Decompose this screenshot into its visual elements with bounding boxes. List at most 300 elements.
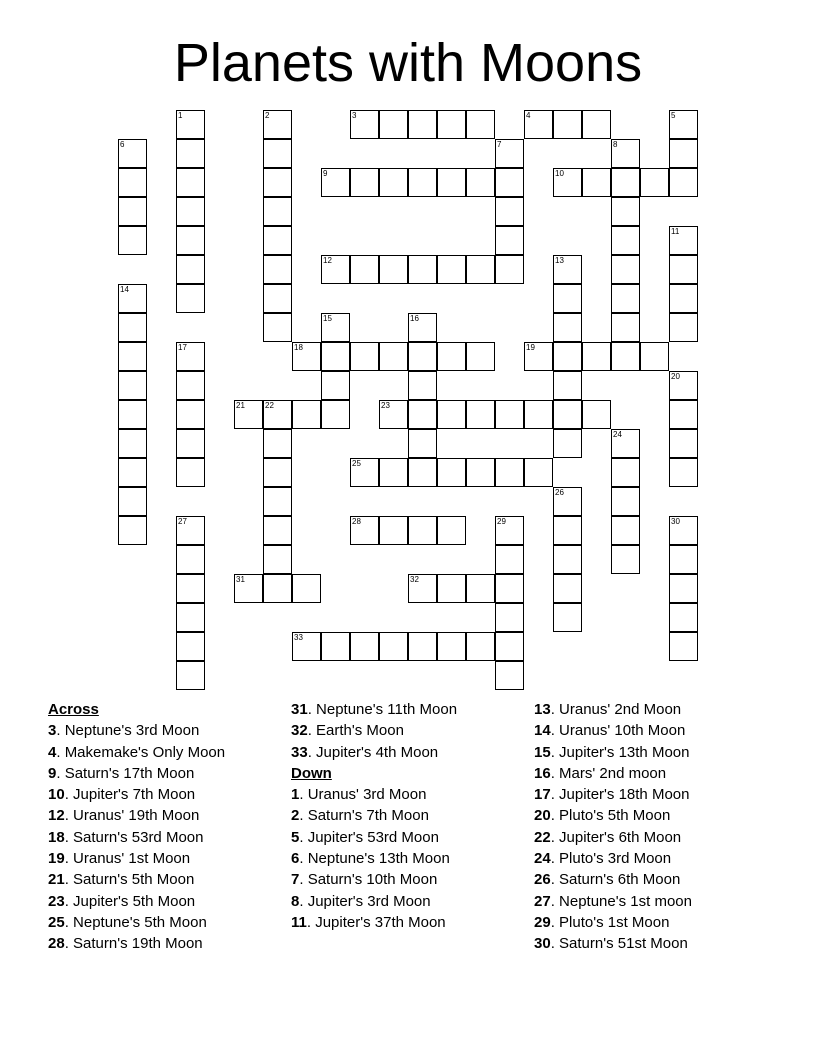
- grid-cell[interactable]: [553, 110, 582, 139]
- clue-text: Uranus' 2nd Moon: [559, 701, 682, 718]
- grid-cell[interactable]: [495, 255, 524, 284]
- grid-cell[interactable]: [669, 516, 698, 545]
- clue-text: Jupiter's 5th Moon: [73, 892, 196, 910]
- clue-number-label: 14: [120, 285, 129, 294]
- clue-text: Uranus' 1st Moon: [73, 850, 191, 868]
- clue-text: Jupiter's 13th Moon: [559, 743, 690, 761]
- grid-cell[interactable]: [669, 255, 698, 284]
- clue-number-label: 25: [352, 459, 361, 468]
- clue-separator: .: [550, 807, 560, 825]
- grid-cell[interactable]: [176, 197, 205, 226]
- grid-cell[interactable]: [669, 226, 698, 255]
- grid-cell[interactable]: [263, 110, 292, 139]
- grid-cell[interactable]: [437, 400, 466, 429]
- grid-cell[interactable]: [350, 632, 379, 661]
- grid-cell[interactable]: [176, 661, 205, 690]
- clue-separator: .: [550, 764, 560, 782]
- page-title: Planets with Moons: [173, 33, 643, 93]
- grid-cell[interactable]: [437, 110, 466, 139]
- clue-number-label: 9: [323, 169, 328, 178]
- clue-separator: .: [64, 786, 74, 804]
- clue-number-label: 20: [671, 372, 680, 381]
- grid-cell[interactable]: [553, 400, 582, 429]
- clue-text: Neptune's 13th Moon: [307, 850, 450, 868]
- grid-cell[interactable]: [495, 197, 524, 226]
- grid-cell[interactable]: [176, 342, 205, 371]
- grid-cell[interactable]: [176, 168, 205, 197]
- grid-cell[interactable]: [321, 400, 350, 429]
- grid-cell[interactable]: [263, 226, 292, 255]
- grid-cell[interactable]: [408, 632, 437, 661]
- grid-cell[interactable]: [321, 255, 350, 284]
- clue-number-label: 18: [294, 343, 303, 352]
- clue-text: Neptune's 11th Moon: [316, 701, 458, 718]
- grid-cell[interactable]: [408, 313, 437, 342]
- grid-cell[interactable]: [321, 371, 350, 400]
- grid-cell[interactable]: [611, 342, 640, 371]
- grid-cell[interactable]: [176, 516, 205, 545]
- clue-number: 13: [534, 701, 551, 718]
- clue-number-label: 11: [671, 227, 680, 236]
- clue-item: [48, 827, 225, 848]
- clue-column-2: [291, 699, 457, 933]
- grid-cell[interactable]: [408, 110, 437, 139]
- clue-separator: .: [64, 871, 74, 889]
- grid-cell[interactable]: [611, 284, 640, 313]
- clue-separator: .: [306, 913, 316, 931]
- grid-cell[interactable]: [176, 400, 205, 429]
- grid-cell[interactable]: [263, 284, 292, 313]
- grid-cell[interactable]: [118, 197, 147, 226]
- grid-cell[interactable]: [176, 632, 205, 661]
- grid-cell[interactable]: [118, 487, 147, 516]
- grid-cell[interactable]: [321, 632, 350, 661]
- clue-number: 11: [291, 913, 307, 931]
- clue-text: Saturn's 7th Moon: [307, 807, 429, 825]
- grid-cell[interactable]: [350, 110, 379, 139]
- grid-cell[interactable]: [611, 168, 640, 197]
- grid-cell[interactable]: [495, 574, 524, 603]
- grid-cell[interactable]: [495, 516, 524, 545]
- grid-cell[interactable]: [669, 632, 698, 661]
- clue-number-label: 32: [410, 575, 419, 584]
- clue-number: 27: [534, 892, 551, 910]
- grid-cell[interactable]: [176, 284, 205, 313]
- clue-number: 15: [534, 743, 551, 761]
- grid-cell[interactable]: [176, 429, 205, 458]
- grid-cell[interactable]: [350, 458, 379, 487]
- grid-cell[interactable]: [669, 574, 698, 603]
- clue-number-label: 2: [265, 111, 270, 120]
- clue-separator: .: [550, 871, 560, 889]
- grid-cell[interactable]: [611, 545, 640, 574]
- clue-number-label: 15: [323, 314, 332, 323]
- grid-cell[interactable]: [118, 371, 147, 400]
- clue-number: 26: [534, 871, 551, 889]
- grid-cell[interactable]: [466, 632, 495, 661]
- clue-number-label: 17: [178, 343, 187, 352]
- clue-item: [48, 869, 225, 890]
- clue-number: 18: [48, 828, 65, 846]
- clue-number-label: 12: [323, 256, 332, 265]
- clue-number: 4: [48, 743, 57, 761]
- grid-cell[interactable]: [611, 487, 640, 516]
- grid-cell[interactable]: [408, 168, 437, 197]
- grid-cell[interactable]: [524, 110, 553, 139]
- grid-cell[interactable]: [553, 255, 582, 284]
- grid-cell[interactable]: [495, 168, 524, 197]
- grid-cell[interactable]: [495, 226, 524, 255]
- grid-cell[interactable]: [118, 458, 147, 487]
- grid-cell[interactable]: [408, 429, 437, 458]
- grid-cell[interactable]: [524, 458, 553, 487]
- grid-cell[interactable]: [437, 574, 466, 603]
- grid-cell[interactable]: [263, 458, 292, 487]
- grid-cell[interactable]: [350, 516, 379, 545]
- clue-number: 3: [48, 722, 57, 740]
- grid-cell[interactable]: [118, 168, 147, 197]
- clue-text: Saturn's 19th Moon: [73, 935, 203, 953]
- grid-cell[interactable]: [379, 255, 408, 284]
- clue-number-label: 21: [236, 401, 245, 410]
- grid-cell[interactable]: [611, 313, 640, 342]
- grid-cell[interactable]: [263, 574, 292, 603]
- grid-cell[interactable]: [118, 400, 147, 429]
- grid-cell[interactable]: [118, 284, 147, 313]
- clue-number: 14: [534, 722, 551, 740]
- grid-cell[interactable]: [408, 458, 437, 487]
- grid-cell[interactable]: [669, 603, 698, 632]
- crossword-grid: [118, 110, 698, 690]
- clue-text: Saturn's 6th Moon: [559, 871, 681, 889]
- grid-cell[interactable]: [263, 545, 292, 574]
- clue-separator: .: [307, 701, 317, 718]
- clue-number-label: 4: [526, 111, 531, 120]
- clue-item: [534, 933, 692, 954]
- grid-cell[interactable]: [263, 429, 292, 458]
- clue-separator: .: [56, 722, 65, 740]
- clue-item: [291, 784, 457, 805]
- clue-text: Pluto's 5th Moon: [559, 807, 671, 825]
- clue-number-label: 22: [265, 401, 274, 410]
- clue-item: [534, 742, 692, 763]
- grid-cell[interactable]: [292, 342, 321, 371]
- clue-item: [291, 720, 457, 741]
- clue-separator: .: [64, 913, 74, 931]
- clue-number: 6: [291, 850, 300, 868]
- clue-number: 7: [291, 871, 300, 889]
- grid-cell[interactable]: [582, 168, 611, 197]
- clue-number-label: 28: [352, 517, 361, 526]
- grid-cell[interactable]: [292, 400, 321, 429]
- clue-number-label: 31: [236, 575, 245, 584]
- grid-cell[interactable]: [350, 255, 379, 284]
- grid-cell[interactable]: [263, 255, 292, 284]
- grid-cell[interactable]: [553, 342, 582, 371]
- grid-cell[interactable]: [408, 516, 437, 545]
- clue-number: 8: [291, 892, 300, 910]
- grid-cell[interactable]: [669, 284, 698, 313]
- grid-cell[interactable]: [611, 429, 640, 458]
- clue-number: 33: [291, 743, 308, 761]
- clue-number-label: 30: [671, 517, 680, 526]
- clue-separator: .: [307, 722, 317, 740]
- grid-cell[interactable]: [437, 458, 466, 487]
- clue-separator: .: [299, 807, 308, 825]
- grid-cell[interactable]: [553, 603, 582, 632]
- clue-text: Pluto's 1st Moon: [559, 913, 670, 931]
- grid-cell[interactable]: [524, 342, 553, 371]
- grid-cell[interactable]: [669, 313, 698, 342]
- grid-cell[interactable]: [263, 168, 292, 197]
- clue-text: Jupiter's 7th Moon: [73, 786, 196, 804]
- grid-cell[interactable]: [118, 313, 147, 342]
- clue-item: [534, 848, 692, 869]
- grid-cell[interactable]: [466, 168, 495, 197]
- clue-number: 21: [48, 871, 65, 889]
- grid-cell[interactable]: [321, 168, 350, 197]
- grid-cell[interactable]: [669, 429, 698, 458]
- grid-cell[interactable]: [176, 603, 205, 632]
- grid-cell[interactable]: [292, 574, 321, 603]
- grid-cell[interactable]: [408, 400, 437, 429]
- clue-item: [291, 891, 457, 912]
- grid-cell[interactable]: [611, 255, 640, 284]
- grid-cell[interactable]: [495, 661, 524, 690]
- grid-cell[interactable]: [669, 168, 698, 197]
- grid-cell[interactable]: [553, 168, 582, 197]
- clue-separator: .: [550, 850, 560, 868]
- clue-separator: .: [299, 892, 308, 910]
- grid-cell[interactable]: [669, 371, 698, 400]
- grid-cell[interactable]: [379, 458, 408, 487]
- clue-text: Pluto's 3rd Moon: [559, 850, 672, 868]
- clue-item: [291, 699, 457, 720]
- grid-cell[interactable]: [611, 516, 640, 545]
- clue-item: [48, 805, 225, 826]
- clue-separator: .: [550, 828, 560, 846]
- clue-column-1: [48, 699, 225, 955]
- grid-cell[interactable]: [379, 400, 408, 429]
- clue-separator: .: [550, 743, 560, 761]
- grid-cell[interactable]: [176, 458, 205, 487]
- grid-cell[interactable]: [553, 574, 582, 603]
- clue-number-label: 24: [613, 430, 622, 439]
- grid-cell[interactable]: [263, 516, 292, 545]
- clue-number: 16: [534, 764, 551, 782]
- clue-item: [291, 912, 457, 933]
- grid-cell[interactable]: [553, 516, 582, 545]
- clue-text: Neptune's 3rd Moon: [64, 722, 200, 740]
- grid-cell[interactable]: [437, 632, 466, 661]
- clue-item: [48, 763, 225, 784]
- clue-item: [48, 933, 225, 954]
- clue-number-label: 23: [381, 401, 390, 410]
- clue-text: Uranus' 19th Moon: [73, 807, 200, 825]
- grid-cell[interactable]: [466, 110, 495, 139]
- clue-number-label: 16: [410, 314, 419, 323]
- clue-item: [291, 869, 457, 890]
- grid-cell[interactable]: [176, 139, 205, 168]
- clue-text: Saturn's 10th Moon: [307, 871, 438, 889]
- grid-cell[interactable]: [611, 458, 640, 487]
- grid-cell[interactable]: [118, 342, 147, 371]
- grid-cell[interactable]: [611, 226, 640, 255]
- clue-text: Saturn's 51st Moon: [559, 935, 688, 953]
- clue-separator: .: [299, 828, 308, 846]
- clue-item: [291, 742, 457, 763]
- clue-item: [291, 848, 457, 869]
- grid-cell[interactable]: [466, 255, 495, 284]
- clue-separator: .: [550, 935, 560, 953]
- clue-number: 17: [534, 786, 551, 804]
- grid-cell[interactable]: [640, 342, 669, 371]
- clue-separator: .: [64, 935, 74, 953]
- grid-cell[interactable]: [553, 371, 582, 400]
- clue-number-label: 19: [526, 343, 535, 352]
- grid-cell[interactable]: [379, 342, 408, 371]
- grid-cell[interactable]: [582, 110, 611, 139]
- grid-cell[interactable]: [582, 342, 611, 371]
- clue-number-label: 8: [613, 140, 618, 149]
- clue-number-label: 26: [555, 488, 564, 497]
- grid-cell[interactable]: [234, 574, 263, 603]
- grid-cell[interactable]: [408, 574, 437, 603]
- grid-cell[interactable]: [437, 342, 466, 371]
- clue-item: [534, 827, 692, 848]
- grid-cell[interactable]: [495, 603, 524, 632]
- grid-cell[interactable]: [437, 255, 466, 284]
- clue-item: [534, 763, 692, 784]
- clue-text: Jupiter's 3rd Moon: [307, 892, 431, 910]
- grid-cell[interactable]: [176, 255, 205, 284]
- grid-cell[interactable]: [350, 168, 379, 197]
- grid-cell[interactable]: [379, 516, 408, 545]
- grid-cell[interactable]: [321, 313, 350, 342]
- clue-number-label: 27: [178, 517, 187, 526]
- clue-item: [48, 891, 225, 912]
- grid-cell[interactable]: [263, 313, 292, 342]
- grid-cell[interactable]: [669, 139, 698, 168]
- grid-cell[interactable]: [379, 632, 408, 661]
- clue-separator: .: [299, 850, 308, 868]
- clue-text: Neptune's 5th Moon: [73, 913, 207, 931]
- clue-number: 5: [291, 828, 300, 846]
- grid-cell[interactable]: [176, 545, 205, 574]
- grid-cell[interactable]: [611, 197, 640, 226]
- down-heading: Down: [291, 764, 332, 782]
- clue-number-label: 5: [671, 111, 676, 120]
- grid-cell[interactable]: [669, 400, 698, 429]
- clue-number: 29: [534, 913, 551, 931]
- grid-cell[interactable]: [669, 545, 698, 574]
- grid-cell[interactable]: [234, 400, 263, 429]
- clue-number: 10: [48, 786, 65, 804]
- clue-number: 12: [48, 807, 65, 825]
- grid-cell[interactable]: [408, 371, 437, 400]
- grid-cell[interactable]: [263, 400, 292, 429]
- grid-cell[interactable]: [553, 313, 582, 342]
- grid-cell[interactable]: [495, 632, 524, 661]
- clue-separator: .: [299, 871, 308, 889]
- grid-cell[interactable]: [408, 255, 437, 284]
- clue-text: Makemake's Only Moon: [64, 743, 226, 761]
- grid-cell[interactable]: [118, 139, 147, 168]
- clue-number-label: 13: [555, 256, 564, 265]
- grid-cell[interactable]: [611, 139, 640, 168]
- grid-cell[interactable]: [176, 226, 205, 255]
- clue-item: [534, 912, 692, 933]
- grid-cell[interactable]: [437, 168, 466, 197]
- grid-cell[interactable]: [640, 168, 669, 197]
- clue-text: Uranus' 3rd Moon: [307, 786, 427, 804]
- grid-cell[interactable]: [466, 342, 495, 371]
- grid-cell[interactable]: [263, 487, 292, 516]
- grid-cell[interactable]: [321, 342, 350, 371]
- grid-cell[interactable]: [176, 371, 205, 400]
- clue-item: [534, 869, 692, 890]
- grid-cell[interactable]: [263, 197, 292, 226]
- clue-separator: .: [550, 701, 560, 718]
- grid-cell[interactable]: [379, 168, 408, 197]
- grid-cell[interactable]: [669, 110, 698, 139]
- clue-separator: .: [550, 722, 560, 740]
- clue-number-label: 10: [555, 169, 564, 178]
- grid-cell[interactable]: [118, 226, 147, 255]
- grid-cell[interactable]: [582, 400, 611, 429]
- grid-cell[interactable]: [553, 429, 582, 458]
- clue-text: Saturn's 17th Moon: [64, 764, 195, 782]
- clue-number: 1: [291, 786, 300, 804]
- grid-cell[interactable]: [553, 487, 582, 516]
- grid-cell[interactable]: [350, 342, 379, 371]
- clue-separator: .: [56, 764, 65, 782]
- grid-cell[interactable]: [118, 516, 147, 545]
- grid-cell[interactable]: [408, 342, 437, 371]
- clue-text: Saturn's 53rd Moon: [73, 828, 204, 846]
- grid-cell[interactable]: [495, 458, 524, 487]
- grid-cell[interactable]: [437, 516, 466, 545]
- grid-cell[interactable]: [553, 284, 582, 313]
- grid-cell[interactable]: [495, 400, 524, 429]
- grid-cell[interactable]: [495, 139, 524, 168]
- clue-item: [48, 848, 225, 869]
- clue-item: [534, 720, 692, 741]
- grid-cell[interactable]: [669, 458, 698, 487]
- clue-column-3: [534, 699, 692, 955]
- grid-cell[interactable]: [553, 545, 582, 574]
- grid-cell[interactable]: [118, 429, 147, 458]
- grid-cell[interactable]: [466, 400, 495, 429]
- clue-item: [48, 720, 225, 741]
- clue-separator: .: [64, 850, 74, 868]
- grid-cell[interactable]: [263, 139, 292, 168]
- grid-cell[interactable]: [176, 110, 205, 139]
- grid-cell[interactable]: [292, 632, 321, 661]
- clue-separator: .: [64, 807, 74, 825]
- grid-cell[interactable]: [466, 574, 495, 603]
- clue-item: [291, 805, 457, 826]
- grid-cell[interactable]: [524, 400, 553, 429]
- grid-cell[interactable]: [379, 110, 408, 139]
- clue-text: Saturn's 5th Moon: [73, 871, 195, 889]
- grid-cell[interactable]: [176, 574, 205, 603]
- clue-number: 25: [48, 913, 65, 931]
- grid-cell[interactable]: [466, 458, 495, 487]
- clue-text: Uranus' 10th Moon: [559, 722, 686, 740]
- grid-cell[interactable]: [495, 545, 524, 574]
- clue-number: 9: [48, 764, 57, 782]
